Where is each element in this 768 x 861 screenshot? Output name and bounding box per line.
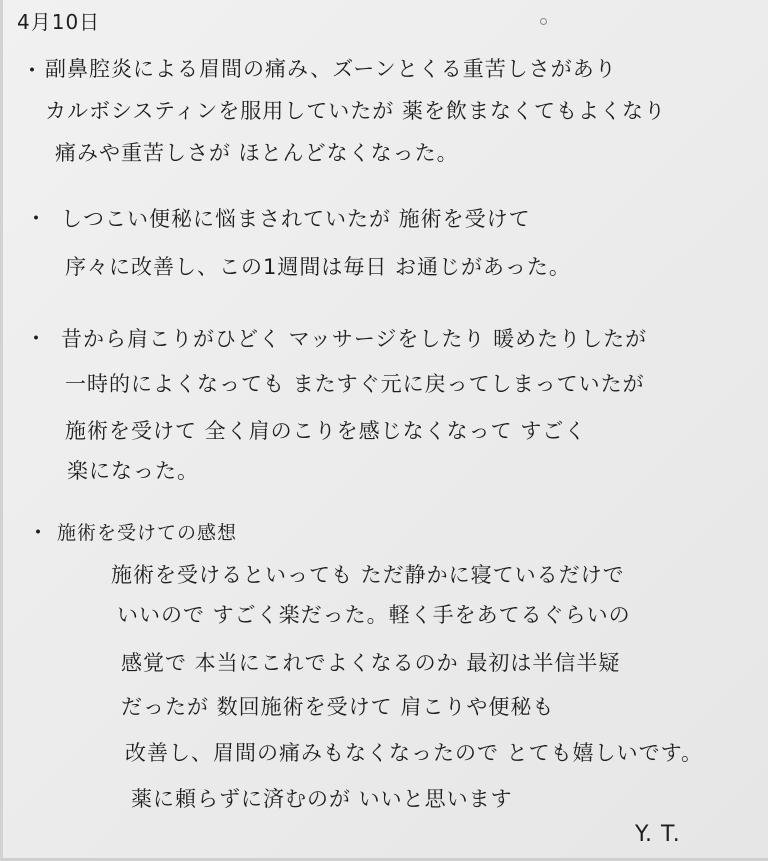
section-3-line-4: 楽になった。	[67, 459, 199, 483]
impressions-heading: 施術を受けての感想	[57, 522, 238, 544]
section-2-line-1: しつこい便秘に悩まされていたが 施術を受けて	[61, 207, 531, 231]
section-3-line-1: 昔から肩こりがひどく マッサージをしたり 暖めたりしたが	[61, 327, 648, 351]
impressions-line-6: 薬に頼らずに済むのが いいと思います	[131, 787, 513, 811]
impressions-line-3: 感覚で 本当にこれでよくなるのか 最初は半信半疑	[121, 651, 621, 675]
impressions-line-4: だったが 数回施術を受けて 肩こりや便秘も	[121, 695, 555, 719]
impressions-line-1: 施術を受けるといっても ただ静かに寝ているだけで	[111, 563, 625, 587]
section-3-line-2: 一時的によくなっても またすぐ元に戻ってしまっていたが	[65, 372, 645, 396]
section-2-line-2: 序々に改善し、この1週間は毎日 お通じがあった。	[65, 255, 571, 279]
impressions-line-5: 改善し、眉間の痛みもなくなったので とても嬉しいです。	[125, 741, 703, 765]
bullet-dot: ・	[25, 327, 48, 352]
note-date: 4月10日	[17, 10, 101, 34]
section-1-line-3: 痛みや重苦しさが ほとんどなくなった。	[55, 141, 459, 165]
bullet-dot: ・	[21, 59, 44, 84]
impressions-line-2: いいので すごく楽だった。軽く手をあてるぐらいの	[117, 603, 631, 627]
signature-initials: Y. T.	[635, 822, 681, 847]
bullet-dot: ・	[27, 521, 50, 546]
paper-speck-mark	[540, 18, 547, 25]
section-1-line-1: 副鼻腔炎による眉間の痛み、ズーンとくる重苦しさがあり	[45, 57, 617, 81]
section-1-line-2: カルボシスティンを服用していたが 薬を飲まなくてもよくなり	[45, 99, 666, 123]
section-3-line-3: 施術を受けて 全く肩のこりを感じなくなって すごく	[65, 419, 587, 443]
bullet-dot: ・	[25, 207, 48, 232]
